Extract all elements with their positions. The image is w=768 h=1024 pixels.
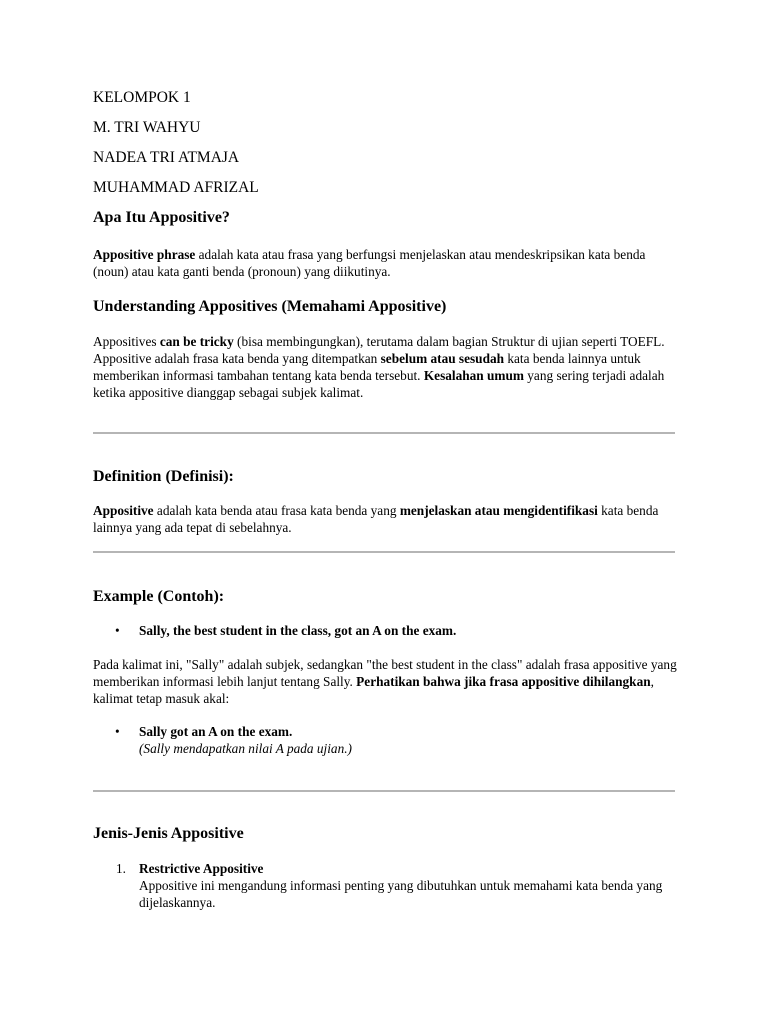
paragraph-understanding	[93, 333, 678, 401]
paragraph-example	[93, 656, 678, 707]
section-heading-understanding: Understanding Appositives (Memahami Appositive)	[93, 298, 447, 315]
example-translation: (Sally mendapatkan nilai A pada ujian.)	[139, 741, 352, 756]
paragraph-text: , kalimat tetap masuk akal:	[93, 674, 654, 706]
paragraph-text: (bisa membingungkan), terutama dalam bagian Struktur di ujian seperti TOEFL. Appositive adalah frasa kata benda yang ditempatkan	[93, 334, 665, 366]
paragraph-text: adalah kata benda atau frasa kata benda yang	[153, 503, 400, 518]
paragraph-what	[93, 246, 678, 280]
list-item	[93, 622, 678, 639]
member-name: M. TRI WAHYU	[93, 119, 201, 136]
horizontal-divider	[93, 432, 675, 434]
horizontal-divider	[93, 790, 675, 792]
bold-phrase: Kesalahan umum	[423, 368, 524, 383]
member-name: MUHAMMAD AFRIZAL	[93, 179, 259, 196]
paragraph-text: kata benda lainnya untuk memberikan informasi tambahan tentang kata benda tersebut.	[93, 351, 641, 383]
bold-phrase: Perhatikan bahwa jika frasa appositive dihilangkan	[356, 674, 651, 689]
bold-phrase: Appositive	[93, 503, 154, 518]
paragraph-text: Pada kalimat ini, "Sally" adalah subjek, sedangkan "the best student in the class" adalah frasa appositive yang memberikan informasi lebih lanjut tentang Sally.	[93, 657, 677, 689]
bold-phrase: sebelum atau sesudah	[380, 351, 505, 366]
example-bullet-list	[93, 723, 678, 757]
paragraph-definition	[93, 502, 678, 536]
paragraph-text: Appositives	[93, 334, 160, 349]
example-sentence: Sally, the best student in the class, got an A on the exam.	[139, 623, 457, 638]
section-heading-types: Jenis-Jenis Appositive	[93, 825, 244, 842]
paragraph-text: adalah kata atau frasa yang berfungsi menjelaskan atau mendeskripsikan kata benda (noun) atau kata ganti benda (pronoun) yang diikutinya.	[93, 247, 646, 279]
bold-phrase: can be tricky	[159, 334, 234, 349]
section-heading-example: Example (Contoh):	[93, 588, 225, 605]
paragraph-text: yang sering terjadi adalah ketika appositive dianggap sebagai subjek kalimat.	[93, 368, 665, 400]
section-heading-what: Apa Itu Appositive?	[93, 209, 230, 226]
example-sentence: Sally got an A on the exam.	[139, 724, 293, 739]
horizontal-divider	[93, 551, 675, 553]
list-item	[93, 860, 678, 911]
list-item	[93, 723, 678, 757]
list-number: 1.	[116, 861, 126, 876]
bold-term: Appositive phrase	[93, 247, 196, 262]
example-bullet-list	[93, 622, 678, 639]
type-description: Appositive ini mengandung informasi penting yang dibutuhkan untuk memahami kata benda yang dijelaskannya.	[139, 878, 663, 910]
types-numbered-list	[93, 860, 678, 911]
bold-phrase: menjelaskan atau mengidentifikasi	[399, 503, 598, 518]
member-name: NADEA TRI ATMAJA	[93, 149, 240, 166]
group-title: KELOMPOK 1	[93, 89, 191, 106]
paragraph-text: kata benda lainnya yang ada tepat di sebelahnya.	[93, 503, 659, 535]
section-heading-definition: Definition (Definisi):	[93, 468, 234, 485]
type-title: Restrictive Appositive	[139, 861, 264, 876]
